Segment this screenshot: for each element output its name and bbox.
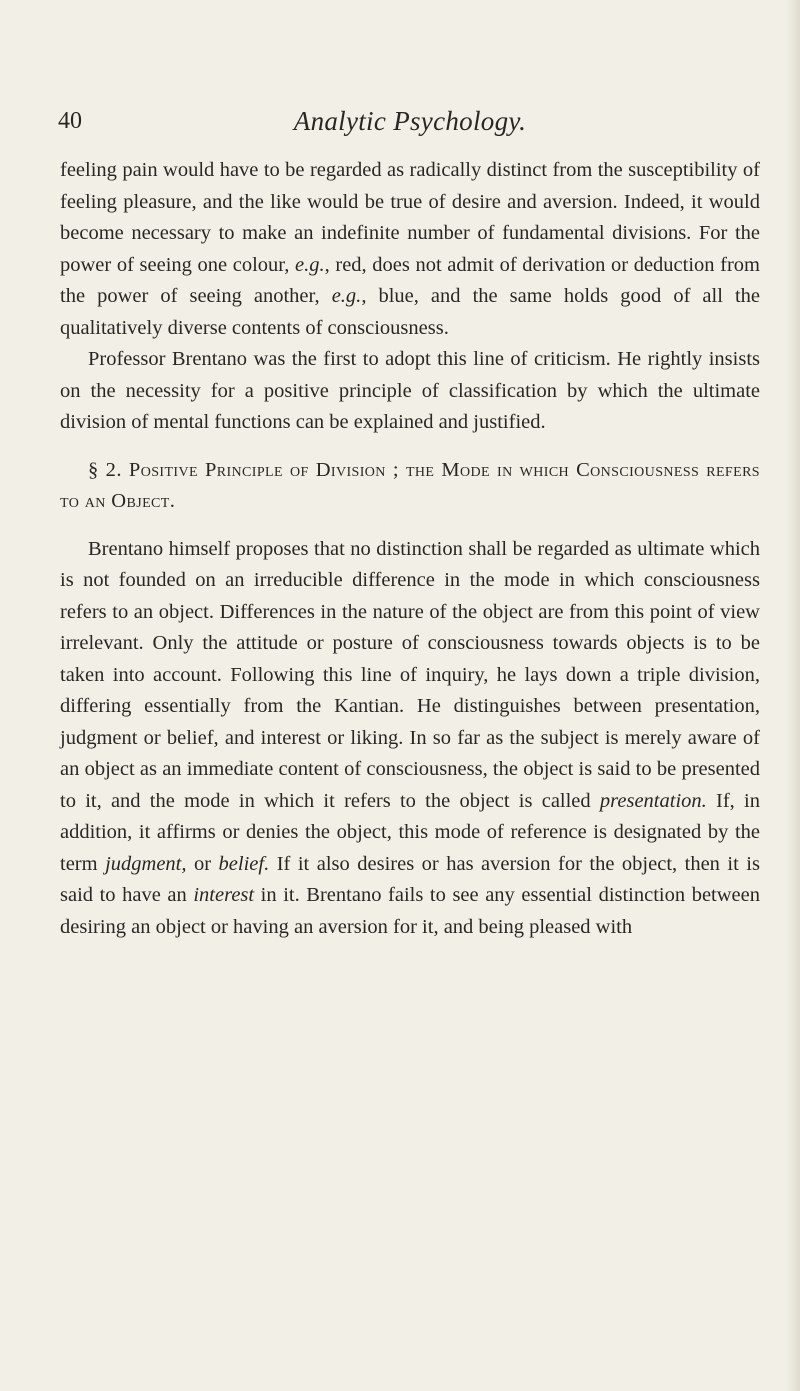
abbreviation-eg: e.g. [295, 253, 325, 276]
abbreviation-eg: e.g. [331, 285, 362, 307]
section-heading-text: 2. Positive Principle of Division ; the Mode in which Consciousness refers to an Object. [60, 458, 760, 512]
paragraph-text: , red, does not admit of derivation or deduction from the power of seeing another, [60, 253, 761, 307]
paragraph-text: or [186, 852, 219, 875]
paragraph-text: in it. Brentano fails to see any essential distinction between desiring an object or having an aversion for it, and being pleased with [60, 884, 761, 938]
page-edge-shadow [786, 0, 800, 1391]
paragraph-text: If, in addition, it affirms or denies the object, this mode of reference is designated by the term [60, 789, 760, 875]
book-page [60, 0, 760, 1391]
paragraph-text: If it also desires or has aversion for the object, then it is said to have an [60, 852, 760, 906]
section-symbol: § [88, 458, 99, 481]
paragraph-text: Brentano himself proposes that no distinction shall be regarded as ultimate which is not founded on an irreducible difference in the mode in which consciousness refers to an object. Differences in the nature of the object are from this point of view irrelevant. Only the attitude or posture of consciousness towards objects is to be taken into account. Following this line of inquiry, he lays down a triple division, differing essentially from the Kantian. He distinguishes between presentation, judgment or belief, and interest or liking. In so far as the subject is merely aware of an object as an immediate content of consciousness, the object is said to be presented to it, and the mode in which it refers to the object is called [60, 537, 760, 812]
paragraph-text: feeling pain would have to be regarded as radically distinct from the susceptibility of feeling pleasure, and the like would be true of desire and aversion. Indeed, it would become necessary to make an indefinite number of fundamental divisions. For the power of seeing one colour, [60, 159, 760, 276]
page-number: 40 [58, 108, 82, 134]
term-interest: interest [193, 884, 255, 906]
paragraph-text: , blue, and the same holds good of all the qualitatively diverse contents of consciousness. [60, 285, 761, 339]
paragraph-triple-division [60, 534, 760, 944]
paragraph-brentano-criticism [60, 344, 760, 439]
body-text [60, 155, 760, 943]
paragraph-continued [60, 155, 760, 344]
running-title: Analytic Psychology. [293, 106, 527, 136]
running-head [60, 106, 760, 142]
term-belief: belief. [218, 852, 270, 875]
term-judgment: judgment, [105, 852, 187, 875]
paragraph-text: Professor Brentano was the first to adopt this line of criticism. He rightly insists on the necessity for a positive principle of classification by which the ultimate division of mental functions can be explained and justified. [60, 348, 760, 433]
section-heading [60, 455, 760, 518]
term-presentation: presentation. [599, 789, 707, 812]
